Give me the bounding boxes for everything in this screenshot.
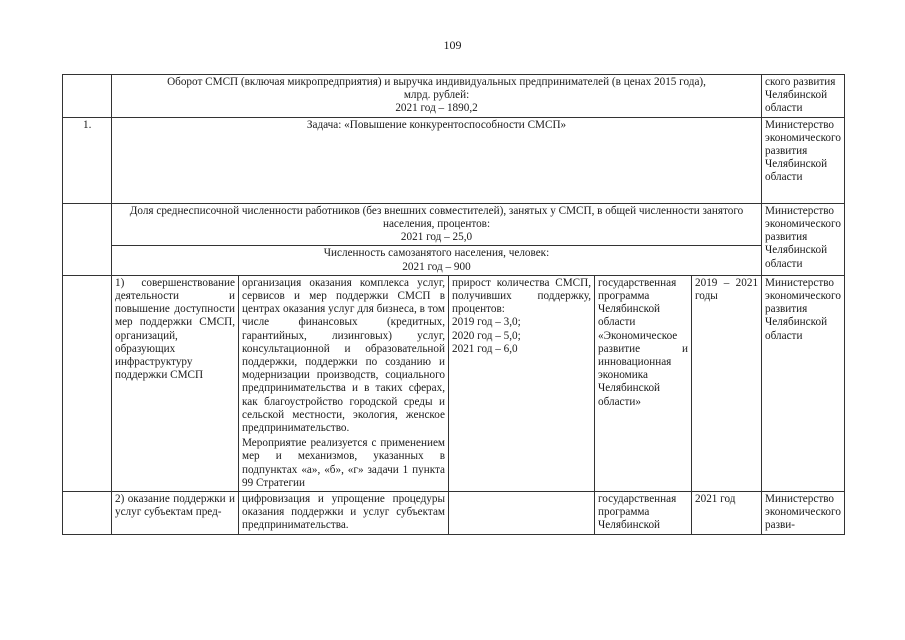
task-responsible: Министерство экономического развития Челябинской области <box>762 117 845 203</box>
indicator-line: 2021 год – 1890,2 <box>395 102 478 115</box>
result-line: 2019 год – 3,0; <box>452 316 521 329</box>
measure-responsible: Министерство экономического разви- <box>762 492 845 535</box>
measure-content-paragraph: цифровизация и упрощение процедуры оказания поддержки и услуг субъектам предпринимательства. <box>242 493 445 532</box>
measure-responsible: Министерство экономического развития Челябинской области <box>762 275 845 491</box>
measure-program: государственная программа Челябинской <box>595 492 692 535</box>
result-line: прирост количества СМСП, получивших поддержку, процентов: <box>452 276 591 316</box>
indicator-row <box>63 246 845 275</box>
measure-content <box>239 492 449 535</box>
employment-share-indicator <box>112 203 762 246</box>
measure-content <box>239 275 449 491</box>
indicators-responsible: Министерство экономического развития Челябинской области <box>762 203 845 275</box>
strategy-table <box>62 74 845 535</box>
indicator-line: млрд. рублей: <box>403 89 470 102</box>
measure-content-paragraph: Мероприятие реализуется с применением мер и механизмов, указанных в подпунктах «а», «б», «г» задачи 1 пункта 99 Стратегии <box>242 437 445 489</box>
indicator-row <box>63 203 845 246</box>
indicator-line: 2021 год – 25,0 <box>400 231 473 244</box>
task-row <box>63 117 845 203</box>
indicator-line: Доля среднесписочной численности работников (без внешних совместителей), занятых у СМСП, в общей численности занятого населения, процентов: <box>129 204 744 231</box>
measure-content-paragraph: организация оказания комплекса услуг, сервисов и мер поддержки СМСП в центрах оказания услуг для бизнеса, в том числе финансовых (кредитных, гарантийных, лизинговых) услуг, консультационной и образовательной поддержки, поддержки по созданию и модернизации производств, социального предпринимательства и в таких сферах, как благоустройство городской среды и сельской местности, экология, женское предпринимательство. <box>242 276 445 435</box>
indicator-line: Оборот СМСП (включая микропредприятия) и выручка индивидуальных предпринимателей (в ценах 2015 года), <box>167 76 706 88</box>
turnover-indicator-cell <box>112 75 762 118</box>
measure-name: 2) оказание поддержки и услуг субъектам пред- <box>112 492 239 535</box>
measure-row <box>63 492 845 535</box>
measure-result <box>449 275 595 491</box>
empty-number-cell <box>63 492 112 535</box>
empty-number-cell <box>63 203 112 275</box>
result-line: 2020 год – 5,0; <box>452 329 521 342</box>
page-number: 109 <box>443 38 462 52</box>
result-line: 2021 год – 6,0 <box>452 342 518 355</box>
indicator-line: 2021 год – 900 <box>402 260 471 273</box>
measure-period: 2021 год <box>692 492 762 535</box>
empty-number-cell <box>63 275 112 491</box>
empty-number-cell <box>63 75 112 118</box>
task-title-text: Задача: «Повышение конкурентоспособности СМСП» <box>306 118 567 131</box>
indicator-line: Численность самозанятого населения, человек: <box>323 247 550 260</box>
measure-period: 2019 – 2021 годы <box>692 275 762 491</box>
turnover-indicator-row <box>63 75 845 118</box>
measure-row <box>63 275 845 491</box>
measure-name: 1) совершенствование деятельности и повышение доступности мер поддержки СМСП, организаций, образующих инфраструктуру поддержки СМСП <box>112 275 239 491</box>
task-title <box>112 117 762 203</box>
measure-result <box>449 492 595 535</box>
task-number: 1. <box>63 117 112 203</box>
responsible-cell: ского развития Челябинской области <box>762 75 845 118</box>
self-employed-indicator <box>112 246 762 275</box>
spacer <box>115 132 758 202</box>
measure-program: государственная программа Челябинской области «Экономическое развитие и инновационная экономика Челябинской области» <box>595 275 692 491</box>
